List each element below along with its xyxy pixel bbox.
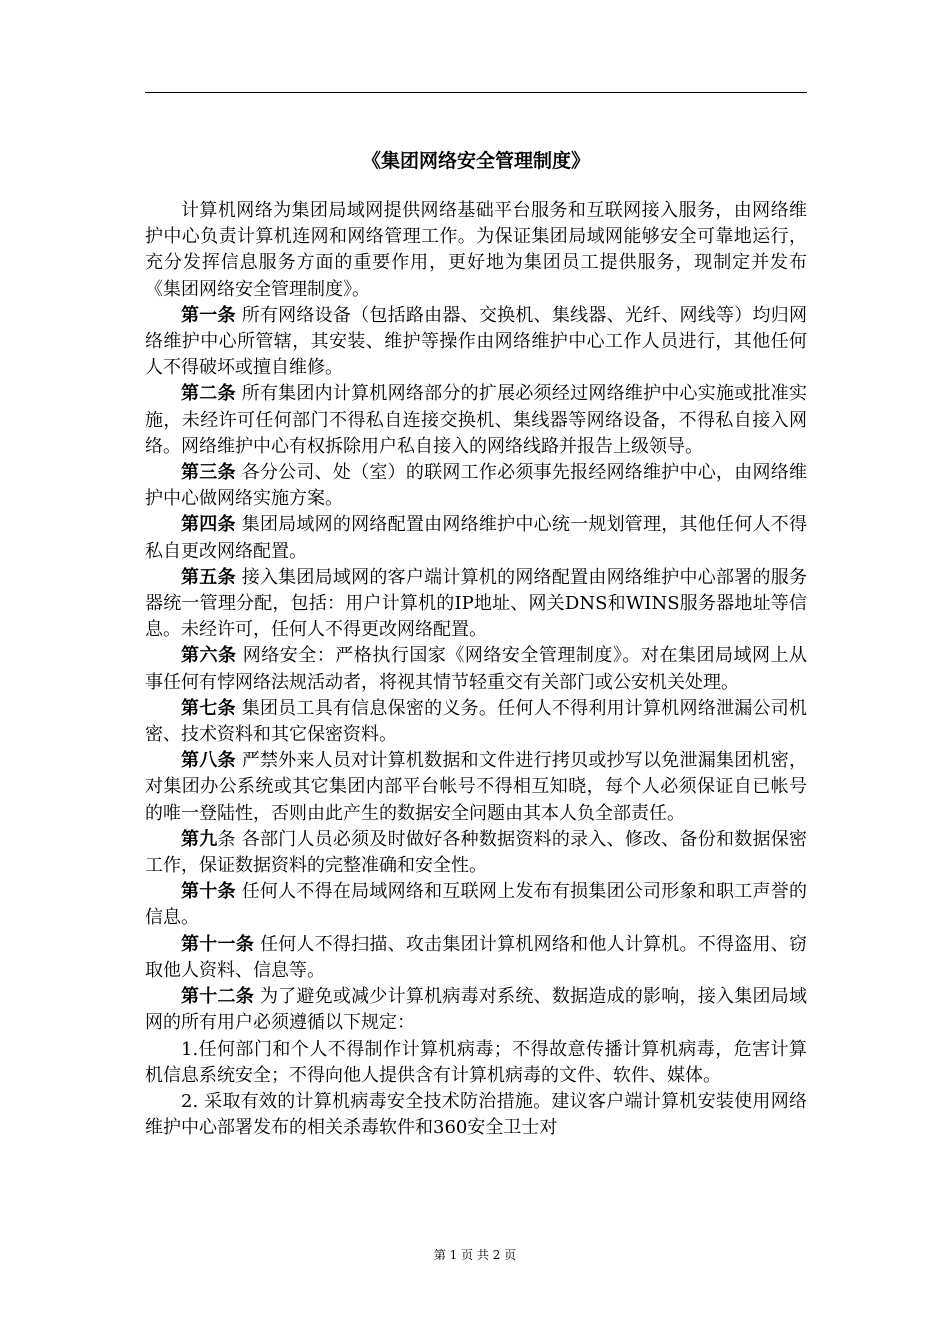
list-item-2: 2. 采取有效的计算机病毒安全技术防治措施。建议客户端计算机安装使用网络维护中心部署发布的相关杀毒软件和360安全卫士对 [145,1090,807,1139]
article-heading: 第四条 [181,514,236,536]
article-4 [145,512,807,564]
document-body [145,198,807,1141]
article-text: 接入集团局域网的客户端计算机的网络配置由网络维护中心部署的服务器统一管理分配，包括：用户计算机的IP地址、网关DNS和WINS服务器地址等信息。未经许可，任何人不得更改网络配置。 [145,566,808,641]
article-text: 任何人不得在局域网络和互联网上发布有损集团公司形象和职工声誉的信息。 [145,881,808,929]
article-text: 为了避免或减少计算机病毒对系统、数据造成的影响，接入集团局域网的所有用户必须遵循以下规定： [145,986,808,1034]
article-heading: 第十条 [181,881,236,903]
article-heading: 第二条 [181,383,236,405]
article-1 [145,303,807,382]
intro-paragraph: 计算机网络为集团局域网提供网络基础平台服务和互联网接入服务，由网络维护中心负责计算机连网和网络管理工作。为保证集团局域网能够安全可靠地运行，充分发挥信息服务方面的重要作用，更好地为集团员工提供服务，现制定并发布《集团网络安全管理制度》。 [145,200,807,300]
article-text: 集团员工具有信息保密的义务。任何人不得利用计算机网络泄漏公司机密、技术资料和其它保密资料。 [145,697,808,746]
article-3 [145,460,807,512]
article-text: 网络安全：严格执行国家《网络安全管理制度》。对在集团局域网上从事任何有悖网络法规活动者，将视其情节轻重交有关部门或公安机关处理。 [145,645,808,693]
article-heading: 第十一条 [181,933,254,955]
article-5 [145,565,807,644]
article-text: 任何人不得扫描、攻击集团计算机网络和他人计算机。不得盗用、窃取他人资料、信息等。 [145,933,808,981]
article-6 [145,643,807,695]
article-text: 条 各部门人员必须及时做好各种数据资料的录入、修改、备份和数据保密工作，保证数据资料的完整准确和安全性。 [145,828,808,877]
article-10 [145,879,807,931]
article-text: 各分公司、处（室）的联网工作必须事先报经网络维护中心，由网络维护中心做网络实施方案。 [145,462,808,510]
article-heading: 第七条 [181,697,236,719]
article-heading: 第三条 [181,462,236,484]
list-item-1: 1.任何部门和个人不得制作计算机病毒；不得故意传播计算机病毒，危害计算机信息系统安全；不得向他人提供含有计算机病毒的文件、软件、媒体。 [145,1038,807,1086]
article-9 [145,827,807,879]
article-text: 集团局域网的网络配置由网络维护中心统一规划管理，其他任何人不得私自更改网络配置。 [145,514,808,562]
article-heading: 第八条 [181,750,236,772]
header-rule [145,92,807,93]
article-7 [145,696,807,748]
article-heading: 第五条 [181,566,236,588]
article-text: 严禁外来人员对计算机数据和文件进行拷贝或抄写以免泄漏集团机密，对集团办公系统或其它集团内部平台帐号不得相互知晓，每个人必须保证自已帐号的唯一登陆性，否则由此产生的数据安全问题由其本人负全部责任。 [145,750,808,824]
article-8 [145,748,807,827]
article-heading: 第一条 [181,304,236,326]
article-12 [145,984,807,1036]
article-text: 所有集团内计算机网络部分的扩展必须经过网络维护中心实施或批准实施，未经许可任何部门不得私自连接交换机、集线器等网络设备，不得私自接入网络。网络维护中心有权拆除用户私自接入的网络线路并报告上级领导。 [145,383,808,457]
article-11 [145,932,807,984]
document-title: 《集团网络安全管理制度》 [361,150,590,172]
article-heading: 第六条 [181,645,237,667]
article-heading: 第十二条 [181,986,254,1008]
article-2 [145,381,807,460]
article-heading: 第九 [181,828,218,850]
article-text: 所有网络设备（包括路由器、交换机、集线器、光纤、网线等）均归网络维护中心所管辖，其安装、维护等操作由网络维护中心工作人员进行，其他任何人不得破坏或擅自维修。 [145,304,808,379]
page-number: 第 1 页 共 2 页 [433,1248,517,1262]
